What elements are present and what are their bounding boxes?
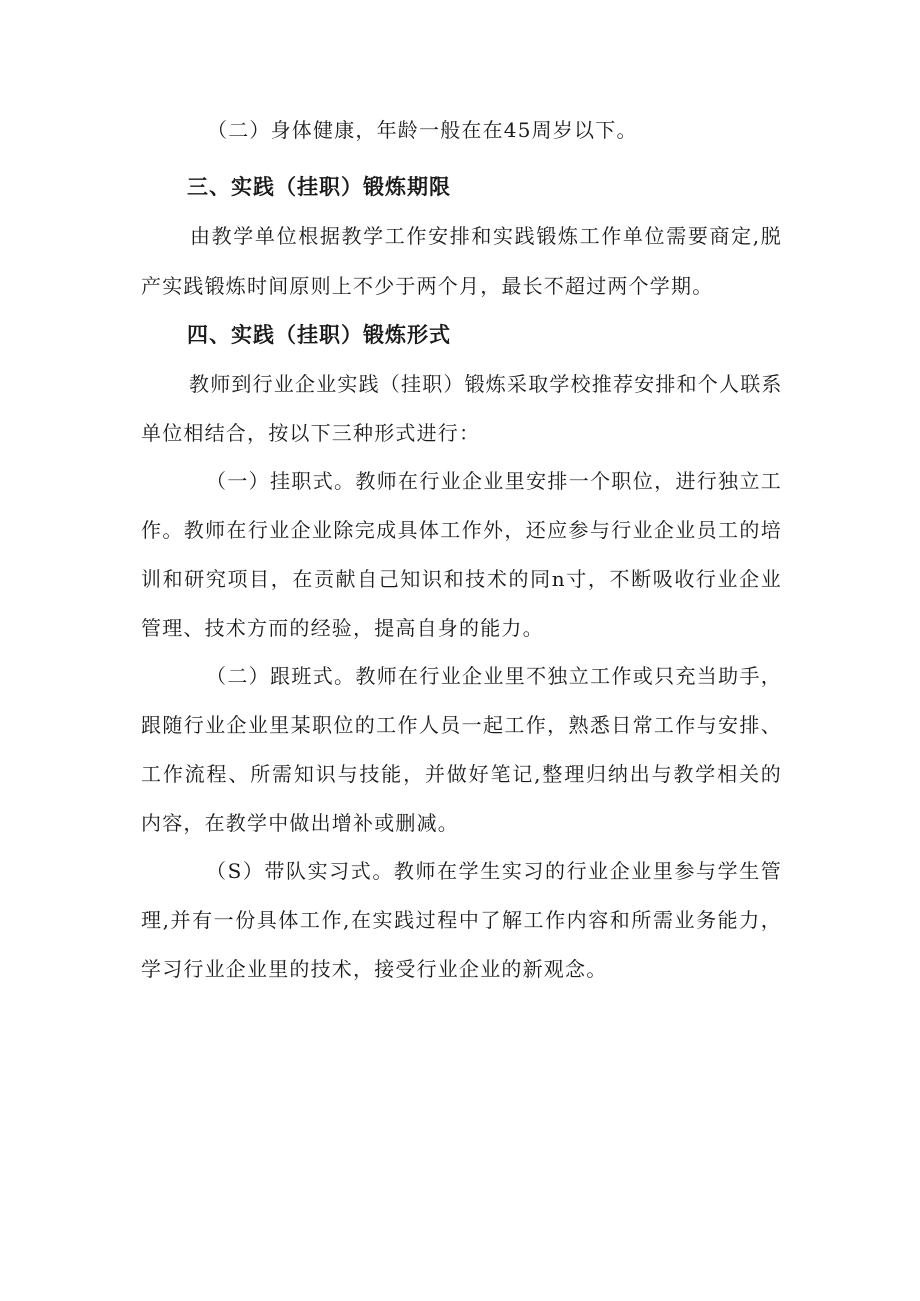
- form-1-line-2: 作。教师在行业企业除完成具体工作外，还应参与行业企业员工的培: [141, 518, 782, 542]
- form-1-line-3: 训和研究项目，在贡献自己知识和技术的同n寸，不断吸收行业企业: [141, 567, 782, 591]
- form-1-line-1: （一）挂职式。教师在行业企业里安排一个职位，进行独立工: [206, 469, 782, 493]
- section-3-line-2: 产实践锻炼时间原则上不少于两个月，最长不超过两个学期。: [141, 274, 714, 298]
- section-4-intro-line-2: 单位相结合，按以下三种形式进行：: [141, 421, 481, 445]
- section-4-heading: 四、实践（挂职）锻炼形式: [187, 323, 451, 347]
- section-3-line-1: 由教学单位根据教学工作安排和实践锻炼工作单位需要商定,脱: [190, 224, 782, 248]
- form-2-line-3: 工作流程、所需知识与技能，并做好笔记,整理归纳出与教学相关的: [141, 762, 782, 786]
- form-3-line-1: （S）带队实习式。教师在学生实习的行业企业里参与学生管: [206, 859, 782, 883]
- form-2-line-2: 跟随行业企业里某职位的工作人员一起工作，熟悉日常工作与安排、: [141, 713, 782, 737]
- form-2-line-1: （二）跟班式。教师在行业企业里不独立工作或只充当助手，: [206, 664, 782, 688]
- form-3-line-3: 学习行业企业里的技术，接受行业企业的新观念。: [141, 957, 608, 981]
- form-2-line-4: 内容，在教学中做出增补或删减。: [141, 811, 459, 835]
- form-3-line-2: 理,并有一份具体工作,在实践过程中了解工作内容和所需业务能力，: [141, 908, 782, 932]
- item-health: （二）身体健康，年龄一般在在45周岁以下。: [207, 118, 638, 142]
- section-3-heading: 三、实践（挂职）锻炼期限: [187, 175, 451, 199]
- section-4-intro-line-1: 教师到行业企业实践（挂职）锻炼采取学校推荐安排和个人联系: [189, 372, 783, 396]
- form-1-line-4: 管理、技术方而的经验，提高自身的能力。: [141, 616, 544, 640]
